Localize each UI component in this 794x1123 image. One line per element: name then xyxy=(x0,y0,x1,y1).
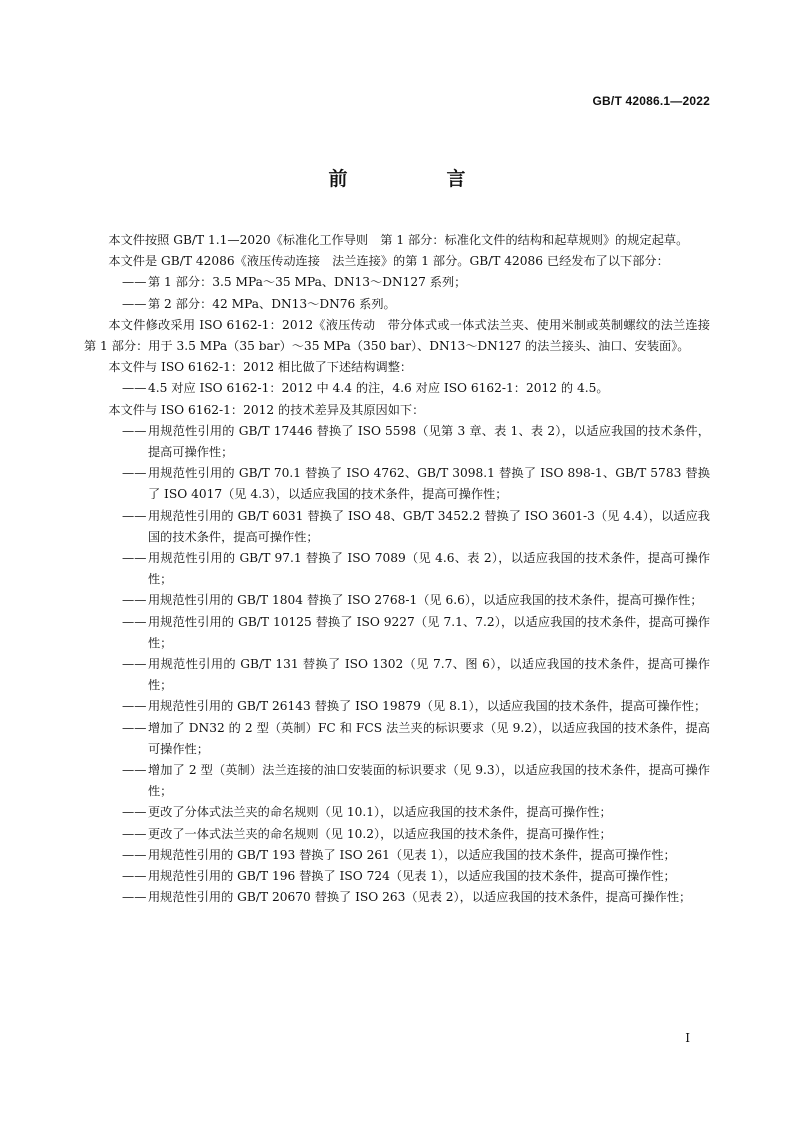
list-item-difference: —— 用规范性引用的 GB/T 17446 替换了 ISO 5598（见第 3 章、表 1、表 2），以适应我国的技术条件，提高可操作性； xyxy=(84,421,710,463)
dash-marker: —— xyxy=(122,720,147,735)
list-item-difference: —— 用规范性引用的 GB/T 193 替换了 ISO 261（见表 1），以适应我国的技术条件，提高可操作性； xyxy=(84,845,710,866)
paragraph-drafting-rules: 本文件按照 GB/T 1.1—2020《标准化工作导则 第 1 部分：标准化文件的结构和起草规则》的规定起草。 xyxy=(108,233,689,247)
dash-marker: —— xyxy=(122,657,147,672)
list-item-difference: —— 更改了分体式法兰夹的命名规则（见 10.1），以适应我国的技术条件，提高可操作性； xyxy=(84,802,710,823)
dash-marker: —— xyxy=(122,296,147,311)
list-item-part-1: —— 第 1 部分：3.5 MPa～35 MPa、DN13～DN127 系列； xyxy=(84,272,710,293)
list-item-difference: —— 更改了一体式法兰夹的命名规则（见 10.2），以适应我国的技术条件，提高可操作性； xyxy=(84,824,710,845)
page-number: I xyxy=(685,1031,690,1045)
list-item-difference: —— 用规范性引用的 GB/T 97.1 替换了 ISO 7089（见 4.6、表 2），以适应我国的技术条件，提高可操作性； xyxy=(84,548,710,590)
list-item-difference: —— 用规范性引用的 GB/T 26143 替换了 ISO 19879（见 8.1），以适应我国的技术条件，提高可操作性； xyxy=(84,696,710,717)
dash-marker: —— xyxy=(122,423,147,438)
dash-marker: —— xyxy=(122,805,147,820)
list-item-difference: —— 用规范性引用的 GB/T 1804 替换了 ISO 2768-1（见 6.6），以适应我国的技术条件，提高可操作性； xyxy=(84,590,710,611)
dash-marker: —— xyxy=(122,275,147,290)
dash-marker: —— xyxy=(122,551,147,566)
dash-marker: —— xyxy=(122,869,147,884)
dash-marker: —— xyxy=(122,593,147,608)
list-item-difference: —— 用规范性引用的 GB/T 131 替换了 ISO 1302（见 7.7、图 6），以适应我国的技术条件，提高可操作性； xyxy=(84,654,710,696)
dash-marker: —— xyxy=(122,890,147,905)
standard-number: GB/T 42086.1—2022 xyxy=(592,94,710,108)
dash-marker: —— xyxy=(122,847,147,862)
dash-marker: —— xyxy=(122,826,147,841)
list-item-difference: —— 用规范性引用的 GB/T 70.1 替换了 ISO 4762、GB/T 3098.1 替换了 ISO 898-1、GB/T 5783 替换了 ISO 4017（见 4.3），以适应我国的技术条件，提高可操作性； xyxy=(84,463,710,505)
paragraph-technical-differences: 本文件与 ISO 6162-1：2012 的技术差异及其原因如下： xyxy=(108,402,425,417)
page-title: 前 言 xyxy=(328,168,506,190)
dash-marker: —— xyxy=(122,508,147,523)
dash-marker: —— xyxy=(122,614,147,629)
dash-marker: —— xyxy=(122,466,147,481)
dash-marker: —— xyxy=(122,699,147,714)
paragraph-iso-adoption: 本文件修改采用 ISO 6162-1：2012《液压传动 带分体式或一体式法兰夹、使用米制或英制螺纹的法兰连接 第 1 部分：用于 3.5 MPa（35 bar）～35 MPa（350 bar）、DN13～DN127 的法兰接头、油口、安装面》。 xyxy=(84,317,723,354)
paragraph-structure-changes: 本文件与 ISO 6162-1：2012 相比做了下述结构调整： xyxy=(108,360,413,375)
list-item-difference: —— 用规范性引用的 GB/T 6031 替换了 ISO 48、GB/T 3452.2 替换了 ISO 3601-3（见 4.4），以适应我国的技术条件，提高可操作性； xyxy=(84,506,710,548)
dash-marker: —— xyxy=(122,381,147,396)
list-item-difference: —— 增加了 2 型（英制）法兰连接的油口安装面的标识要求（见 9.3），以适应我国的技术条件，提高可操作性； xyxy=(84,760,710,802)
list-item-part-2: —— 第 2 部分：42 MPa、DN13～DN76 系列。 xyxy=(84,294,710,315)
document-body xyxy=(84,230,723,909)
differences-list xyxy=(84,421,710,909)
paragraph-series-parts: 本文件是 GB/T 42086《液压传动连接 法兰连接》的第 1 部分。GB/T 42086 已经发布了以下部分： xyxy=(108,254,669,269)
list-item-difference: —— 用规范性引用的 GB/T 20670 替换了 ISO 263（见表 2），以适应我国的技术条件，提高可操作性； xyxy=(84,887,710,908)
list-item-difference: —— 用规范性引用的 GB/T 196 替换了 ISO 724（见表 1），以适应我国的技术条件，提高可操作性； xyxy=(84,866,710,887)
list-item-structure: —— 4.5 对应 ISO 6162-1：2012 中 4.4 的注，4.6 对应 ISO 6162-1：2012 的 4.5。 xyxy=(84,378,710,399)
list-item-difference: —— 增加了 DN32 的 2 型（英制）FC 和 FCS 法兰夹的标识要求（见 9.2），以适应我国的技术条件，提高可操作性； xyxy=(84,718,710,760)
dash-marker: —— xyxy=(122,763,147,778)
list-item-difference: —— 用规范性引用的 GB/T 10125 替换了 ISO 9227（见 7.1、7.2），以适应我国的技术条件，提高可操作性； xyxy=(84,612,710,654)
